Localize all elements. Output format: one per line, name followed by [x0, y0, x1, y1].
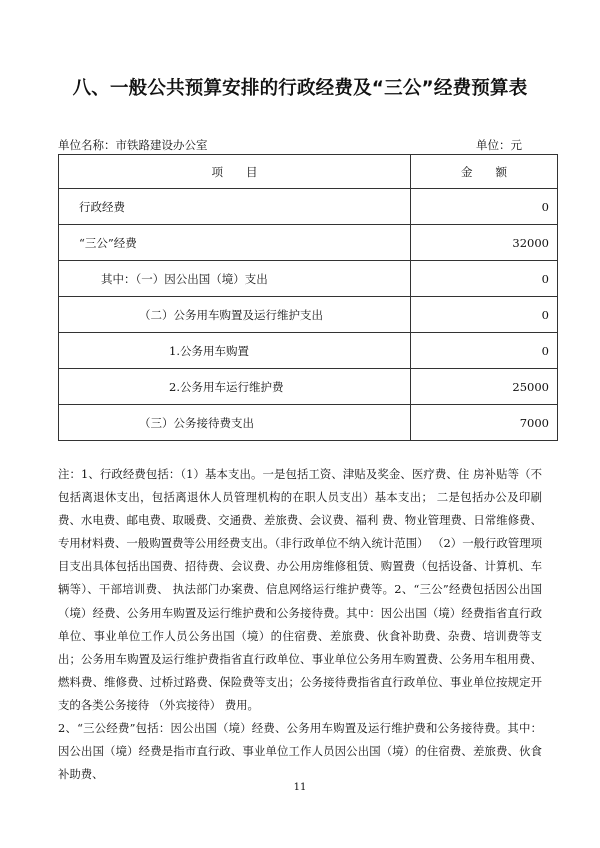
- row-amount: 0: [411, 333, 558, 369]
- table-row: [59, 369, 558, 405]
- table-row: [59, 405, 558, 441]
- table-row: [59, 261, 558, 297]
- budget-table: [58, 154, 558, 441]
- table-header-row: [59, 155, 558, 189]
- note-paragraph: 注：1、行政经费包括：（1）基本支出。一是包括工资、津贴及奖金、医疗费、住 房补贴等（不包括离退休支出，包括离退休人员管理机构的在职人员支出）基本支出； 二是包括办公及印刷费、水电费、邮电费、取暖费、交通费、差旅费、会议费、福利 费、物业管理费、日常维修费、专用材料费、一般购置费等公用经费支出。（非行政单位不纳入统计范围） （2）一般行政管理项目支出具体包括出国费、招待费、会议费、办公用房维修租赁、购置费（包括设备、计算机、车辆等）、干部培训费、 执法部门办案费、信息网络运行维护费等。2、“三公”经费包括因公出国（境）经费、公务用车购置及运行维护费和公务接待费。其中：因公出国（境）经费指省直行政单位、事业单位工作人员公务出国（境）的住宿费、差旅费、伙食补助费、杂费、培训费等支出；公务用车购置及运行维护费指省直行政单位、事业单位公务用车购置费、公务用车租用费、燃料费、维修费、过桥过路费、保险费等支出；公务接待费指省直行政单位、事业单位按规定开支的各类公务接待 （外宾接待） 费用。: [58, 467, 542, 712]
- table-row: [59, 189, 558, 225]
- row-label: 其中：（一）因公出国（境）支出: [59, 261, 411, 297]
- page-number: 11: [293, 782, 307, 793]
- table-meta: [58, 137, 542, 153]
- row-label: 2.公务用车运行维护费: [59, 369, 411, 405]
- page-title: 八、一般公共预算安排的行政经费及“三公”经费预算表: [72, 78, 528, 99]
- notes-section: [58, 463, 542, 786]
- row-amount: 0: [411, 297, 558, 333]
- row-amount: 0: [411, 261, 558, 297]
- table-row: [59, 297, 558, 333]
- unit-name: 单位名称：市铁路建设办公室: [58, 138, 208, 152]
- header-item: 项 目: [59, 155, 411, 189]
- note-paragraph: 2、“三公经费”包括：因公出国（境）经费、公务用车购置及运行维护费和公务接待费。其中：因公出国（境）经费是指市直行政、事业单位工作人员因公出国（境）的住宿费、差旅费、伙食补助费、: [58, 721, 542, 782]
- row-label: （二）公务用车购置及运行维护支出: [59, 297, 411, 333]
- row-label: 行政经费: [59, 189, 411, 225]
- row-amount: 0: [411, 189, 558, 225]
- row-amount: 32000: [411, 225, 558, 261]
- header-amount: 金 额: [411, 155, 558, 189]
- row-label: （三）公务接待费支出: [59, 405, 411, 441]
- table-row: [59, 333, 558, 369]
- row-label: “三公”经费: [59, 225, 411, 261]
- row-amount: 7000: [411, 405, 558, 441]
- row-label: 1.公务用车购置: [59, 333, 411, 369]
- row-amount: 25000: [411, 369, 558, 405]
- currency-unit: 单位：元: [476, 138, 522, 152]
- table-row: [59, 225, 558, 261]
